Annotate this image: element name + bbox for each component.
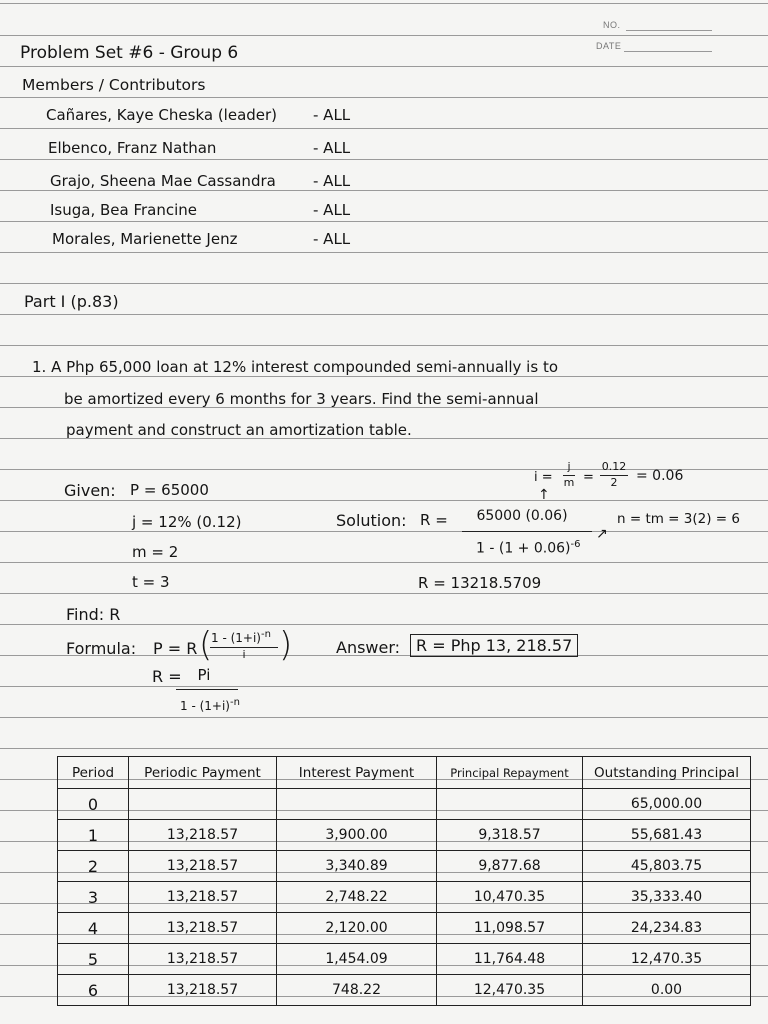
table-row (58, 882, 751, 913)
table-row (58, 913, 751, 944)
part-heading: Part I (p.83) (24, 292, 119, 311)
table-row (58, 851, 751, 882)
periodic-payment-cell (129, 789, 277, 820)
j-numerator: j (567, 460, 571, 473)
table-header-row (58, 757, 751, 789)
member-name: Grajo, Sheena Mae Cassandra (50, 172, 276, 190)
outstanding-principal-cell: 35,333.40 (583, 882, 751, 913)
problem-line-1: 1. A Php 65,000 loan at 12% interest compounded semi-annually is to (32, 358, 558, 376)
solution-fraction-bar (462, 531, 592, 532)
arrow-up-icon: ↑ (538, 487, 550, 503)
period-cell: 5 (58, 944, 129, 975)
formula-label: Formula: (66, 639, 137, 658)
principal-repayment-cell (437, 789, 583, 820)
periodic-payment-cell: 13,218.57 (129, 975, 277, 1006)
interest-payment-cell: 3,900.00 (277, 820, 437, 851)
interest-payment-cell (277, 789, 437, 820)
equals-sign: = (583, 470, 594, 485)
formula-denominator: i (242, 648, 246, 661)
outstanding-principal-cell: 24,234.83 (583, 913, 751, 944)
formula-r-fraction-bar (176, 689, 238, 690)
interest-payment-cell: 2,120.00 (277, 913, 437, 944)
principal-repayment-cell: 12,470.35 (437, 975, 583, 1006)
arrow-diagonal-icon: ↗ (596, 526, 608, 542)
answer-box: R = Php 13, 218.57 (410, 634, 578, 657)
given-m: m = 2 (132, 543, 179, 561)
rate-denominator: 2 (610, 476, 618, 489)
m-denominator: m (563, 476, 575, 489)
given-p: P = 65000 (130, 481, 209, 499)
formula-numerator (211, 629, 271, 645)
column-header: Periodic Payment (129, 757, 277, 789)
formula-r-lhs: R = (152, 667, 182, 686)
solution-denominator-exponent: -6 (570, 539, 581, 550)
formula-r-denominator-exponent: -n (229, 697, 240, 708)
period-cell: 6 (58, 975, 129, 1006)
formula-r-denominator (180, 697, 240, 713)
members-heading: Members / Contributors (22, 76, 206, 94)
period-cell: 3 (58, 882, 129, 913)
given-t: t = 3 (132, 573, 170, 591)
formula-numerator-base: 1 - (1+i) (211, 631, 261, 645)
interest-payment-cell: 748.22 (277, 975, 437, 1006)
interest-payment-cell: 3,340.89 (277, 851, 437, 882)
table-row (58, 789, 751, 820)
periodic-payment-cell: 13,218.57 (129, 913, 277, 944)
right-paren: ) (279, 625, 293, 665)
i-result: = 0.06 (636, 468, 684, 484)
left-paren: ( (199, 625, 213, 665)
interest-payment-cell: 2,748.22 (277, 882, 437, 913)
no-label: NO. (603, 20, 621, 30)
outstanding-principal-cell: 0.00 (583, 975, 751, 1006)
principal-repayment-cell: 11,764.48 (437, 944, 583, 975)
problem-line-3: payment and construct an amortization table. (66, 421, 412, 439)
principal-repayment-cell: 10,470.35 (437, 882, 583, 913)
column-header: Period (58, 757, 129, 789)
member-name: Morales, Marienette Jenz (52, 230, 238, 248)
member-role: - ALL (313, 106, 351, 124)
outstanding-principal-cell: 12,470.35 (583, 944, 751, 975)
table-row (58, 944, 751, 975)
formula-r-denominator-base: 1 - (1+i) (180, 699, 230, 713)
principal-repayment-cell: 11,098.57 (437, 913, 583, 944)
periodic-payment-cell: 13,218.57 (129, 882, 277, 913)
member-role: - ALL (313, 230, 351, 248)
i-lhs: i = (534, 470, 553, 485)
solution-denominator (476, 539, 580, 557)
period-cell: 2 (58, 851, 129, 882)
period-cell: 4 (58, 913, 129, 944)
periodic-payment-cell: 13,218.57 (129, 851, 277, 882)
column-header: Principal Repayment (437, 757, 583, 789)
interest-payment-cell: 1,454.09 (277, 944, 437, 975)
formula-numerator-exponent: -n (260, 629, 271, 640)
periodic-payment-cell: 13,218.57 (129, 944, 277, 975)
solution-result: R = 13218.5709 (418, 574, 542, 592)
member-name: Cañares, Kaye Cheska (leader) (46, 106, 278, 124)
solution-denominator-base: 1 - (1 + 0.06) (476, 540, 571, 557)
outstanding-principal-cell: 55,681.43 (583, 820, 751, 851)
member-name: Isuga, Bea Francine (50, 201, 198, 219)
member-role: - ALL (313, 139, 351, 157)
date-line (624, 51, 712, 52)
member-name: Elbenco, Franz Nathan (48, 139, 217, 157)
date-label: DATE (596, 41, 622, 51)
solution-r-lhs: R = (420, 511, 448, 529)
given-j: j = 12% (0.12) (132, 513, 242, 531)
column-header: Interest Payment (277, 757, 437, 789)
table-row (58, 820, 751, 851)
outstanding-principal-cell: 45,803.75 (583, 851, 751, 882)
n-calc: n = tm = 3(2) = 6 (617, 511, 740, 527)
solution-label: Solution: (336, 511, 407, 530)
periodic-payment-cell: 13,218.57 (129, 820, 277, 851)
problem-line-2: be amortized every 6 months for 3 years. Find the semi-annual (64, 390, 539, 408)
formula-r-numerator: Pi (197, 666, 211, 684)
member-role: - ALL (313, 172, 351, 190)
outstanding-principal-cell: 65,000.00 (583, 789, 751, 820)
answer-label: Answer: (336, 638, 401, 657)
no-line (626, 30, 712, 31)
column-header: Outstanding Principal (583, 757, 751, 789)
page-title: Problem Set #6 - Group 6 (20, 43, 239, 63)
table-row (58, 975, 751, 1006)
formula-lhs: P = R (153, 639, 198, 658)
rate-numerator: 0.12 (601, 460, 627, 473)
member-role: - ALL (313, 201, 351, 219)
principal-repayment-cell: 9,318.57 (437, 820, 583, 851)
solution-numerator: 65000 (0.06) (476, 508, 568, 524)
given-label: Given: (64, 481, 116, 500)
period-cell: 1 (58, 820, 129, 851)
amortization-table (57, 756, 751, 1006)
period-cell: 0 (58, 789, 129, 820)
principal-repayment-cell: 9,877.68 (437, 851, 583, 882)
find-label: Find: R (66, 605, 121, 624)
